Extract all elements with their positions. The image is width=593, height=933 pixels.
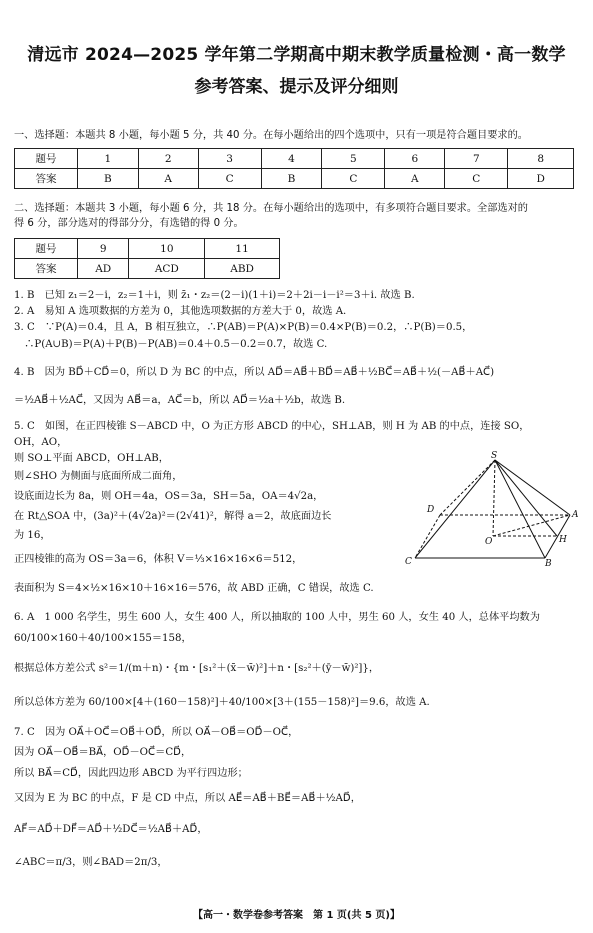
vertex-label: S [491, 451, 498, 461]
vertex-label: A [572, 510, 579, 520]
table-cell: AD [78, 259, 129, 279]
solution-line: 正四棱锥的高为 OS＝3a＝6，体积 V＝⅓×16×16×6＝512， [14, 554, 303, 565]
section1-answer-table [14, 148, 574, 189]
table-cell: 3 [198, 149, 261, 169]
table-cell: B [261, 169, 322, 189]
solution-line: 7. C 因为 OA⃗＋OC⃗＝OB⃗＋OD⃗，所以 OA⃗－OB⃗＝OD⃗－OC⃗， [14, 727, 299, 738]
vertex-label: C [405, 557, 412, 567]
table-cell: 5 [322, 149, 385, 169]
row-label: 答案 [15, 259, 78, 279]
table-row-questions [15, 239, 280, 259]
solution-line: 则 SO⊥平面 ABCD，OH⊥AB， [14, 453, 169, 464]
solution-line: 1. B 已知 z₁＝2－i，z₂＝1＋i，则 z̄₁・z₂＝(2－i)(1＋i)＝2＋2i－i－i²＝3＋i. 故选 B. [14, 290, 415, 301]
vertex-label: D [427, 505, 435, 515]
table-cell: C [322, 169, 385, 189]
table-cell: 10 [129, 239, 205, 259]
table-cell: 1 [78, 149, 139, 169]
vertex-label: B [545, 559, 552, 568]
table-cell: A [138, 169, 198, 189]
table-cell: 4 [261, 149, 322, 169]
table-row-answers [15, 169, 574, 189]
table-cell: 8 [508, 149, 574, 169]
solution-line: ∴P(A∪B)＝P(A)＋P(B)－P(AB)＝0.4＋0.5－0.2＝0.7，故选 C. [14, 339, 328, 350]
solution-line: 根据总体方差公式 s²＝1/(m＋n)・{m・[s₁²＋(x̄－w̄)²]＋n・[s₂²＋(ȳ－w̄)²]}， [14, 663, 380, 674]
section2-answer-table [14, 238, 280, 279]
row-label: 题号 [15, 149, 78, 169]
solution-line: 在 Rt△SOA 中，(3a)²＋(4√2a)²＝(2√41)²，解得 a＝2，故底面边长 [14, 511, 332, 522]
row-label: 题号 [15, 239, 78, 259]
solution-line: 所以总体方差为 60/100×[4＋(160－158)²]＋40/100×[3＋(155－158)²]＝9.6，故选 A. [14, 697, 430, 708]
table-cell: 7 [445, 149, 508, 169]
solution-line: 60/100×160＋40/100×155＝158， [14, 633, 192, 644]
solution-line: OH，AO， [14, 437, 68, 448]
table-cell: 2 [138, 149, 198, 169]
table-cell: 9 [78, 239, 129, 259]
solution-line: 4. B 因为 BD⃗＋CD⃗＝0，所以 D 为 BC 的中点，所以 AD⃗＝AB⃗＋BD⃗＝AB⃗＋½BC⃗＝AB⃗＋½(－AB⃗＋AC⃗) [14, 367, 495, 378]
table-cell: ACD [129, 259, 205, 279]
pyramid-figure [405, 448, 580, 568]
section2-heading-line1: 二、选择题：本题共 3 小题，每小题 6 分，共 18 分。在每小题给出的选项中，有多项符合题目要求。全部选对的 [14, 203, 528, 214]
table-cell: 11 [205, 239, 280, 259]
solution-line: AF⃗＝AD⃗＋DF⃗＝AD⃗＋½DC⃗＝½AB⃗＋AD⃗， [14, 824, 208, 835]
solution-line: 6. A 1 000 名学生，男生 600 人，女生 400 人，所以抽取的 100 人中，男生 60 人，女生 40 人，总体平均数为 [14, 612, 540, 623]
table-cell: ABD [205, 259, 280, 279]
solution-line: 表面积为 S＝4×½×16×10＋16×16＝576，故 ABD 正确，C 错误，故选 C. [14, 583, 374, 594]
solution-line: 所以 BA⃗＝CD⃗，因此四边形 ABCD 为平行四边形； [14, 768, 248, 779]
solution-line: 则∠SHO 为侧面与底面所成二面角， [14, 471, 183, 482]
solution-line: 又因为 E 为 BC 的中点，F 是 CD 中点，所以 AE⃗＝AB⃗＋BE⃗＝AB⃗＋½AD⃗， [14, 793, 361, 804]
page-footer: 【高一・数学卷参考答案 第 1 页(共 5 页)】 [193, 910, 400, 921]
solution-line: ＝½AB⃗＋½AC⃗，又因为 AB⃗＝a，AC⃗＝b，所以 AD⃗＝½a＋½b，故选 B. [14, 395, 346, 406]
table-cell: C [445, 169, 508, 189]
table-row-questions [15, 149, 574, 169]
row-label: 答案 [15, 169, 78, 189]
table-cell: A [385, 169, 445, 189]
solution-line: 设底面边长为 8a，则 OH＝4a，OS＝3a，SH＝5a，OA＝4√2a， [14, 491, 324, 502]
table-cell: B [78, 169, 139, 189]
solution-line: 5. C 如图，在正四棱锥 S－ABCD 中，O 为正方形 ABCD 的中心，SH⊥AB，则 H 为 AB 的中点，连接 SO， [14, 421, 530, 432]
document-subtitle: 参考答案、提示及评分细则 [194, 77, 399, 97]
solution-line: ∠ABC＝π/3，则∠BAD＝2π/3， [14, 857, 168, 868]
table-row-answers [15, 259, 280, 279]
vertex-label: O [485, 537, 493, 547]
table-cell: 6 [385, 149, 445, 169]
section1-heading: 一、选择题：本题共 8 小题，每小题 5 分，共 40 分。在每小题给出的四个选项中，只有一项是符合题目要求的。 [14, 130, 528, 141]
section2-heading-line2: 得 6 分，部分选对的得部分分，有选错的得 0 分。 [14, 218, 244, 229]
solution-line: 为 16， [14, 530, 51, 541]
solution-line: 因为 OA⃗－OB⃗＝BA⃗，OD⃗－OC⃗＝CD⃗， [14, 747, 192, 758]
vertex-label: H [559, 535, 567, 545]
solution-line: 2. A 易知 A 选项数据的方差为 0，其他选项数据的方差大于 0，故选 A. [14, 306, 347, 317]
document-title: 清远市 2024—2025 学年第二学期高中期末教学质量检测・高一数学 [27, 45, 566, 65]
solution-line: 3. C ∵P(A)＝0.4，且 A，B 相互独立，∴P(AB)＝P(A)×P(B)＝0.4×P(B)＝0.2，∴P(B)＝0.5， [14, 322, 473, 333]
table-cell: C [198, 169, 261, 189]
table-cell: D [508, 169, 574, 189]
